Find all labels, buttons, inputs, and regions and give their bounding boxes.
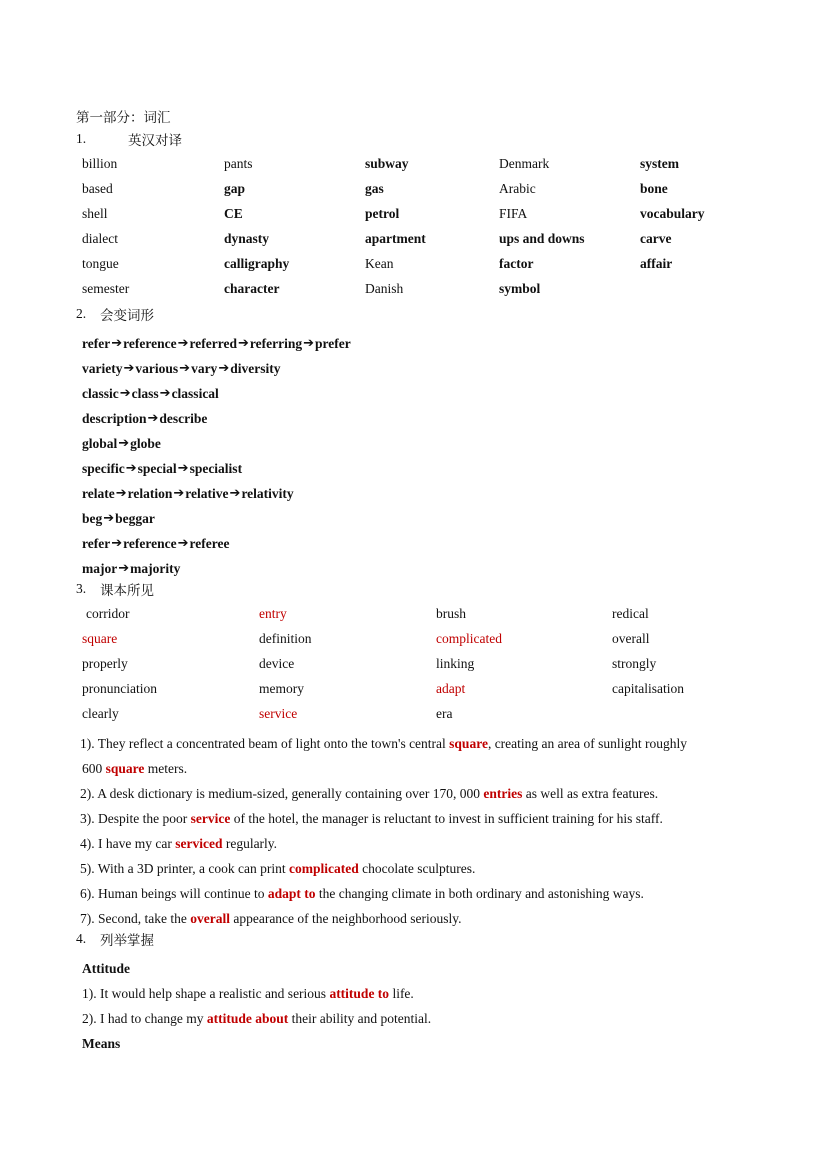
vocab-cell: factor	[499, 256, 534, 271]
example-sentences	[80, 731, 760, 931]
word-form: prefer	[315, 335, 351, 351]
arrow-icon: ➔	[119, 386, 131, 401]
sentence-text: the changing climate in both ordinary and astonishing ways.	[315, 886, 644, 901]
word-form: class	[131, 385, 159, 401]
keyword: square	[105, 761, 145, 776]
section-number: 1.	[76, 131, 87, 146]
arrow-icon: ➔	[179, 361, 191, 376]
arrow-icon: ➔	[123, 361, 135, 376]
vocab-cell: Danish	[365, 281, 404, 296]
attitude-sentence	[82, 981, 762, 1006]
word-form: globe	[130, 435, 161, 451]
word-form: beg	[82, 510, 103, 526]
word-form-chain	[82, 381, 351, 406]
vocab-cell: dynasty	[224, 231, 270, 246]
example-sentence	[80, 831, 760, 856]
vocab-cell: CE	[224, 206, 243, 221]
textbook-word: pronunciation	[82, 681, 157, 696]
textbook-word: corridor	[86, 606, 130, 621]
section-title: 会变词形	[100, 308, 154, 324]
section-number: 3.	[76, 581, 87, 596]
word-form-chain	[82, 406, 351, 431]
vocab-cell: Denmark	[499, 156, 550, 171]
arrow-icon: ➔	[159, 386, 171, 401]
vocab-cell: shell	[82, 206, 108, 221]
vocab-cell: dialect	[82, 231, 118, 246]
vocab-cell: character	[224, 281, 280, 296]
word-form: specific	[82, 460, 125, 476]
sentence-text: as well as extra features.	[522, 786, 659, 801]
vocab-cell: system	[640, 156, 679, 171]
textbook-word: square	[82, 631, 118, 646]
keyword: complicated	[288, 861, 359, 876]
word-form: diversity	[230, 360, 281, 376]
word-form: special	[137, 460, 177, 476]
vocab-cell: petrol	[365, 206, 400, 221]
section-title: 列举掌握	[100, 933, 154, 949]
example-sentence	[80, 881, 760, 906]
vocab-cell: vocabulary	[640, 206, 705, 221]
example-sentence	[80, 806, 760, 831]
textbook-word: capitalisation	[612, 681, 684, 696]
word-form: reference	[123, 535, 177, 551]
word-form: majority	[130, 560, 181, 576]
word-form: classical	[171, 385, 219, 401]
vocab-cell: billion	[82, 156, 118, 171]
arrow-icon: ➔	[111, 536, 123, 551]
textbook-word: strongly	[612, 656, 657, 671]
vocab-cell: based	[82, 181, 113, 196]
word-form: description	[82, 410, 147, 426]
vocab-cell: pants	[224, 156, 253, 171]
arrow-icon: ➔	[118, 436, 130, 451]
word-form: referee	[189, 535, 230, 551]
sentence-text: 7). Second, take the	[80, 911, 191, 926]
sentence-text: regularly.	[222, 836, 278, 851]
vocab-cell: calligraphy	[224, 256, 290, 271]
word-form: relativity	[241, 485, 294, 501]
textbook-word: definition	[259, 631, 312, 646]
attitude-title: Attitude	[82, 961, 130, 976]
word-form: major	[82, 560, 118, 576]
sentence-text: 2). I had to change my	[82, 1011, 207, 1026]
section-number: 2.	[76, 306, 87, 321]
sentence-text: 1). They reflect a concentrated beam of light onto the town's central	[80, 736, 450, 751]
textbook-word: entry	[259, 606, 287, 621]
section-2-header	[76, 304, 154, 324]
sentence-text: appearance of the neighborhood seriously.	[229, 911, 462, 926]
arrow-icon: ➔	[118, 561, 130, 576]
keyword: serviced	[175, 836, 223, 851]
word-form: global	[82, 435, 118, 451]
word-form-chain	[82, 356, 351, 381]
textbook-word: overall	[612, 631, 650, 646]
word-form: classic	[82, 385, 119, 401]
keyword: attitude to	[329, 986, 390, 1001]
arrow-icon: ➔	[177, 461, 189, 476]
arrow-icon: ➔	[177, 536, 189, 551]
vocab-cell: ups and downs	[499, 231, 585, 246]
word-form: refer	[82, 535, 111, 551]
vocab-cell: carve	[640, 231, 672, 246]
arrow-icon: ➔	[303, 336, 315, 351]
word-form-chain	[82, 331, 351, 356]
word-form: beggar	[115, 510, 155, 526]
arrow-icon: ➔	[125, 461, 137, 476]
sentence-text: their ability and potential.	[288, 1011, 432, 1026]
vocab-cell: Arabic	[499, 181, 536, 196]
word-form: various	[135, 360, 179, 376]
sentence-text: meters.	[144, 761, 188, 776]
section-3-header	[76, 579, 154, 599]
textbook-word: clearly	[82, 706, 119, 721]
word-form: referring	[249, 335, 303, 351]
vocab-cell: apartment	[365, 231, 426, 246]
arrow-icon: ➔	[147, 411, 159, 426]
example-sentence	[80, 856, 760, 881]
arrow-icon: ➔	[115, 486, 127, 501]
keyword: service	[190, 811, 231, 826]
textbook-word: service	[259, 706, 298, 721]
word-form: referred	[189, 335, 237, 351]
arrow-icon: ➔	[103, 511, 115, 526]
vocab-cell: affair	[640, 256, 673, 271]
part-heading: 第一部分：词汇	[76, 110, 171, 126]
section-title: 英汉对译	[128, 133, 182, 149]
sentence-text: of the hotel, the manager is reluctant to invest in sufficient training for his staff.	[230, 811, 663, 826]
sentence-text: 6). Human beings will continue to	[80, 886, 268, 901]
arrow-icon: ➔	[218, 361, 230, 376]
keyword: overall	[190, 911, 230, 926]
sentence-text: , creating an area of sunlight roughly	[487, 736, 687, 751]
word-forms-list	[82, 331, 351, 581]
sentence-text: 2). A desk dictionary is medium-sized, generally containing over 170, 000	[80, 786, 484, 801]
word-form-chain	[82, 481, 351, 506]
means-title: Means	[82, 1036, 121, 1051]
sentence-text: 5). With a 3D printer, a cook can print	[80, 861, 289, 876]
keyword: entries	[483, 786, 523, 801]
word-form-chain	[82, 531, 351, 556]
arrow-icon: ➔	[173, 486, 185, 501]
word-form: vary	[191, 360, 218, 376]
section-title: 课本所见	[100, 583, 154, 599]
textbook-word: era	[436, 706, 453, 721]
keyword: adapt to	[267, 886, 316, 901]
sentence-text: chocolate sculptures.	[358, 861, 476, 876]
section-number: 4.	[76, 931, 87, 946]
section-1-header	[76, 129, 182, 149]
sentence-text: 600	[82, 761, 106, 776]
example-sentence	[80, 781, 760, 806]
textbook-word: redical	[612, 606, 649, 621]
textbook-word: device	[259, 656, 295, 671]
example-sentence	[80, 756, 760, 781]
vocab-cell: bone	[640, 181, 668, 196]
vocab-cell: semester	[82, 281, 130, 296]
word-form: relate	[82, 485, 115, 501]
attitude-sentence	[82, 1006, 762, 1031]
word-form: relative	[185, 485, 229, 501]
word-form-chain	[82, 431, 351, 456]
word-form: refer	[82, 335, 111, 351]
keyword: square	[449, 736, 488, 751]
arrow-icon: ➔	[229, 486, 241, 501]
vocab-cell: gas	[365, 181, 384, 196]
vocab-cell: tongue	[82, 256, 119, 271]
textbook-word: complicated	[436, 631, 502, 646]
arrow-icon: ➔	[237, 336, 249, 351]
arrow-icon: ➔	[111, 336, 123, 351]
sentence-text: 1). It would help shape a realistic and serious	[82, 986, 330, 1001]
word-form-chain	[82, 456, 351, 481]
sentence-text: 4). I have my car	[80, 836, 176, 851]
example-sentence	[80, 906, 760, 931]
textbook-word: memory	[259, 681, 304, 696]
textbook-word: adapt	[436, 681, 466, 696]
textbook-word: linking	[436, 656, 475, 671]
vocab-cell: FIFA	[499, 206, 528, 221]
sentence-text: life.	[389, 986, 414, 1001]
word-form: describe	[159, 410, 208, 426]
vocab-cell: subway	[365, 156, 409, 171]
keyword: attitude about	[206, 1011, 289, 1026]
word-form: relation	[127, 485, 173, 501]
sentence-text: 3). Despite the poor	[80, 811, 191, 826]
word-form-chain	[82, 556, 351, 581]
word-form: specialist	[189, 460, 243, 476]
section-4-header	[76, 929, 154, 949]
example-sentence	[80, 731, 760, 756]
word-form: reference	[123, 335, 177, 351]
vocab-cell: Kean	[365, 256, 394, 271]
word-form-chain	[82, 506, 351, 531]
vocab-cell: gap	[224, 181, 246, 196]
vocab-cell: symbol	[499, 281, 541, 296]
textbook-word: brush	[436, 606, 466, 621]
arrow-icon: ➔	[177, 336, 189, 351]
word-form: variety	[82, 360, 123, 376]
attitude-block	[82, 956, 762, 1056]
textbook-word: properly	[82, 656, 128, 671]
